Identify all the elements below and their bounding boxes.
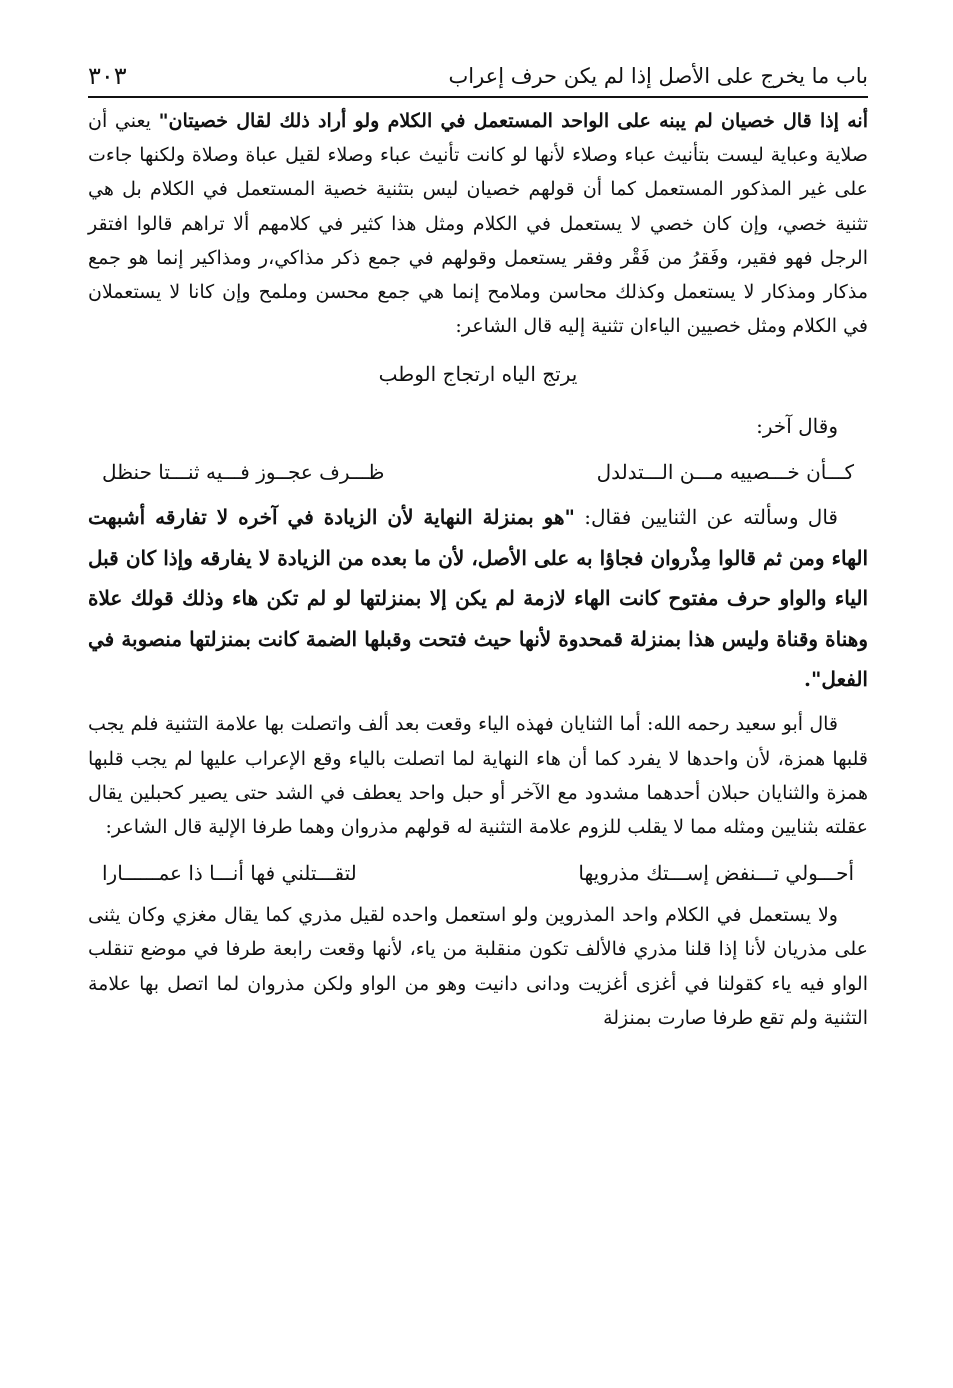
paragraph-1-text: يعني أن صلاية وعباية ليست بتأنيث عباء وصلاء لأنها لو كانت تأنيث عباء وصلاء لقيل عباة وصلاة ولكنها جاءت على غير المذكور المستعمل كما أن قولهم خصيان ليس بتثنية خصية المستعمل في الكلام بل هي تثنية خصي، وإن كان خصي لا يستعمل في الكلام ومثل هذا كثير في كلامهم ألا تراهم قالوا افتقر الرجل فهو فقير، وفَقرُ من فَقْر وفقر يستعمل وقولهم في جمع ذكر مذاكي،ر ومذاكير إنما هو جمع مذكار ومذكار لا يستعمل وكذلك محاسن وملامح إنما هي جمع محسن وملمح وإن كانا لا يستعملان في الكلام ومثل خصيين الياءان تثنية إليه قال الشاعر: xyxy=(88,110,868,338)
couplet-1 xyxy=(102,453,854,491)
document-page xyxy=(88,38,868,1358)
couplet-1-first-hemistich: كـــأن خـــصييه مـــن الـــتدلدل xyxy=(596,460,854,485)
paragraph-2 xyxy=(88,497,868,699)
couplet-1-second-hemistich: ظـــرف عجــوز فـــيه ثنـــتا حنظل xyxy=(102,460,385,485)
page-header xyxy=(88,38,868,92)
paragraph-4: ولا يستعمل في الكلام واحد المذروين ولو استعمل واحده لقيل مذري كما يقال مغزي وكان يثنى على مذريان لأنا إذا قلنا مذري فالألف تكون منقلبة من ياء، لأنها وقعت رابعة طرفا في موضع تنقلب الواو فيه ياء كقولنا في أغزى أغزيت ودانى دانيت وهو من الواو ولكن مذروان لما اتصل بها علامة التثنية ولم تقع طرفا صارت بمنزلة xyxy=(88,904,868,1029)
paragraph-1 xyxy=(88,104,868,343)
couplet-2 xyxy=(102,854,854,892)
couplet-2-first-hemistich: أحـــولي تـــنفض إســـتك مذرويها xyxy=(578,861,854,886)
couplet-2-second-hemistich: لتقـــتلني فها أنـــا ذا عمــــــارا xyxy=(102,861,357,886)
paragraph-1-bold-quote: أنه إذا قال خصيان لم يبنه على الواحد المستعمل في الكلام ولو أراد ذلك لقال خصيتان" xyxy=(158,110,868,132)
verse-line-1: يرتج الياه ارتجاج الوطب xyxy=(378,362,578,387)
header-rule xyxy=(88,96,868,98)
other-poet-label: وقال آخر: xyxy=(756,414,838,439)
running-head: باب ما يخرج على الأصل إذا لم يكن حرف إعراب xyxy=(448,64,868,88)
paragraph-3: قال أبو سعيد رحمه الله: أما الثنايان فهذه الياء وقعت بعد ألف واتصلت بها علامة التثنية فلم يجب قلبها همزة، لأن واحدها لا يفرد كما أن هاء النهاية لما اتصلت بالياء وقع الإعراب عليها لم يجب قلبها همزة والثنايان حبلان أحدهما مشدود مع الآخر أو حبل واحد يعطف في الشد حتى يصير كحبلين يقال عقلته بثنايين ومثله مما لا يقلب للزوم علامة التثنية له قولهم مذروان وهما طرفا الإلية قال الشاعر: xyxy=(88,713,868,839)
page-number: ٣٠٣ xyxy=(88,62,127,90)
paragraph-2-bold-quote: "هو بمنزلة النهاية لأن الزيادة في آخره لا تفارقه أشبهت الهاء ومن ثم قالوا مِذْروان فجاؤا به على الأصل، لأن ما بعده من الزيادة لا يفارقه وإذا كان قبل الياء والواو حرف مفتوح كانت الهاء لازمة لم يكن إلا بمنزلتها لو لم تكن هاء وذلك قولك علاة وهناة وقناة وليس هذا بمنزلة قمحدوة لأنها حيث فتحت وقبلها الضمة كانت بمنزلتها منصوبة في الفعل". xyxy=(88,505,868,692)
paragraph-2-intro: قال وسألته عن الثنايين فقال: xyxy=(574,505,838,530)
